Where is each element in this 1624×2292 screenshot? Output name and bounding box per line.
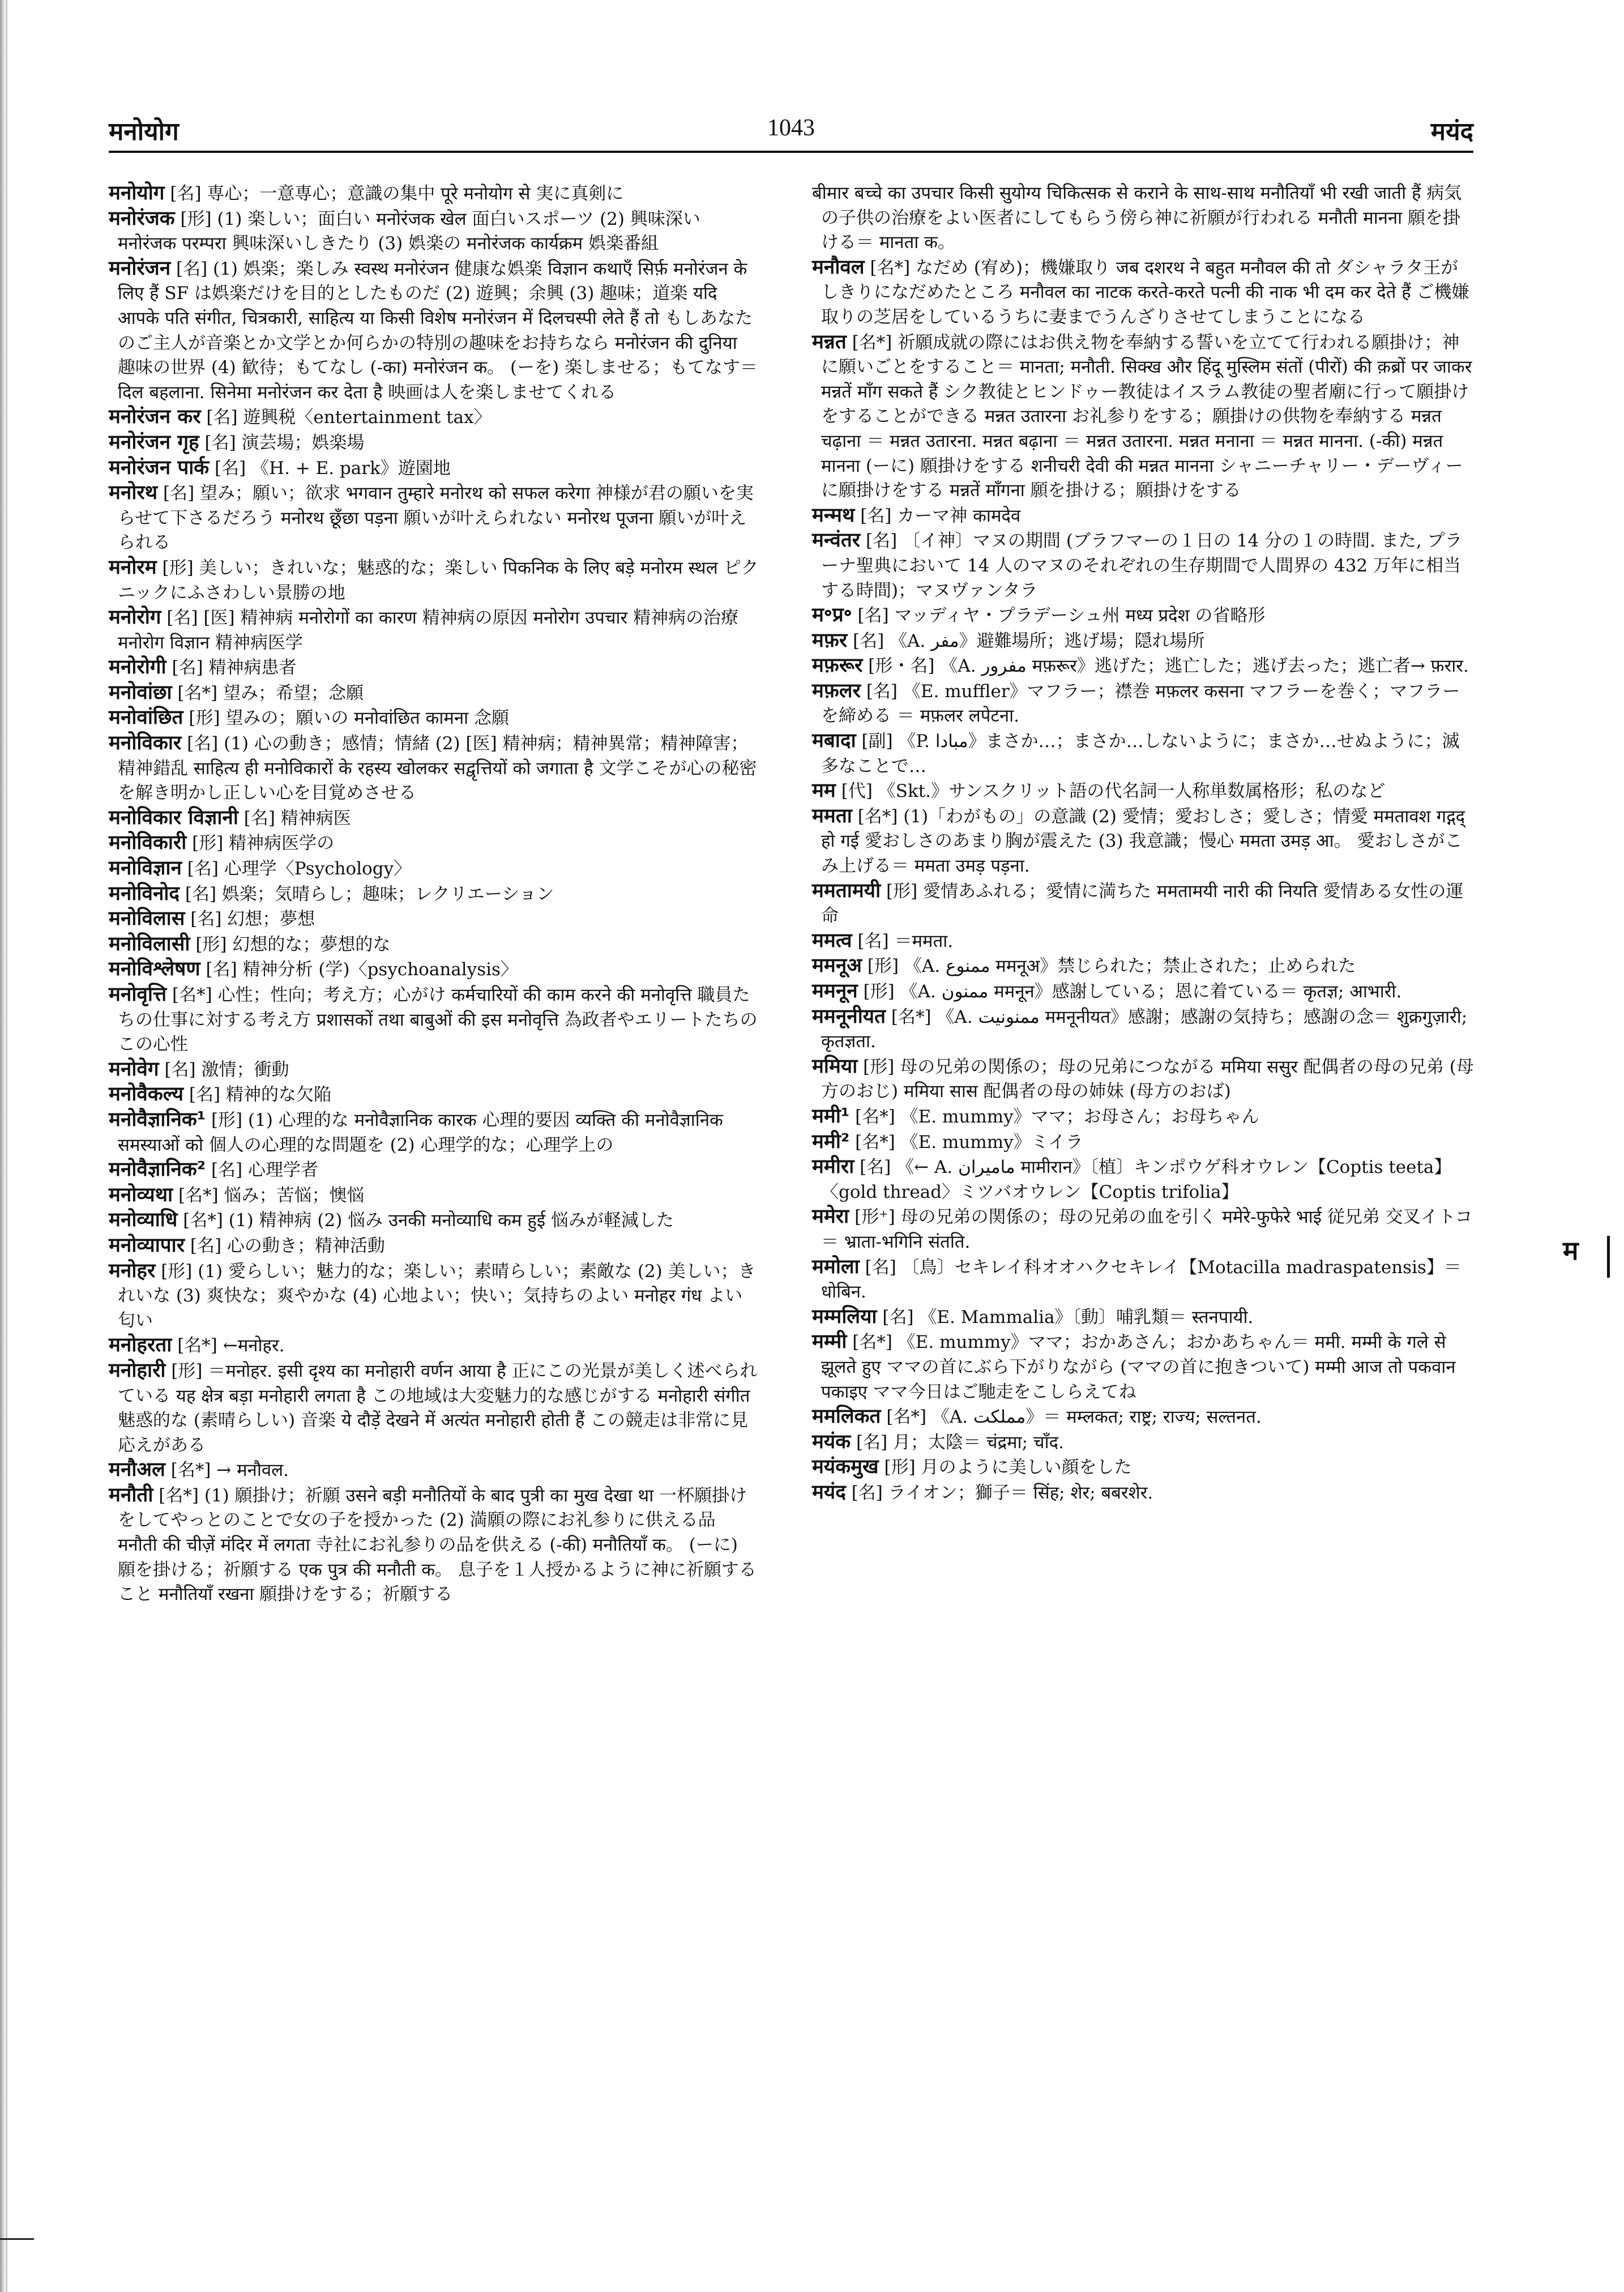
- entry-definition: [名] 娯楽；気晴らし；趣味；レクリエーション: [185, 883, 554, 904]
- entry-headword: ममलिकत: [812, 1405, 881, 1428]
- entry-headword: ममता: [812, 804, 852, 827]
- dictionary-entry: [812, 1305, 1476, 1330]
- entry-definition: [形] ＝मनोहर. इसी दृश्य का मनोहारी वर्णन आया है 正にこの光景が美しく述べられている यह क्षेत्र बड़ा मनोहारी लगता है この地域は大変魅力的な感じがする मनोहारी संगीत 魅惑的な (素晴らしい) 音楽 ये दौड़ें देखने में अत्यंत मनोहारी होती हैं この競走は非常に見応えがある: [118, 1360, 758, 1456]
- dictionary-entry: [812, 1205, 1476, 1254]
- entry-headword: मनोवैकल्य: [109, 1083, 184, 1106]
- dictionary-entry: [109, 405, 760, 430]
- entry-headword: ममीरा: [812, 1155, 854, 1179]
- page-edge-line: [0, 0, 7, 2292]
- entry-definition: [名] 心の動き；精神活動: [190, 1235, 385, 1256]
- entry-definition: [形] 《A. ممنوع ममनूअ》禁じられた；禁止された；止められた: [867, 956, 1356, 977]
- dictionary-entry: [109, 983, 760, 1057]
- entry-definition: [名] 心理学者: [211, 1160, 318, 1181]
- entry-headword: ममतामयी: [812, 879, 881, 902]
- dictionary-entry: [812, 1155, 1476, 1205]
- entry-headword: मयंकमुख: [812, 1456, 879, 1479]
- entry-definition: [形] 美しい；きれいな；魅惑的な；楽しい पिकनिक के लिए बड़े मनोरम स्थल ピクニックにふさわしい景勝の地: [118, 557, 759, 603]
- entry-headword: ममनूनीयत: [812, 1005, 886, 1028]
- entry-headword: मनोवृत्ति: [109, 983, 167, 1006]
- thumb-index-bar: [1607, 1236, 1610, 1278]
- entry-definition: [名] (1) 娯楽；楽しみ स्वस्थ मनोरंजन 健康な娯楽 विज्ञान कथाएँ सिर्फ़ मनोरंजन के लिए हैं SF は娯楽だけを目的としたものだ (2) 遊興；余興 (3) 趣味；道楽 यदि आपके पति संगीत, चित्रकारी, साहित्य या किसी विशेष मनोरंजन में दिलचस्पी लेते हैं तो もしあなたのご主人が音楽とか文学とか何らかの特別の趣味をお持ちなら मनोरंजन की दुनिया 趣味の世界 (4) 歓待；もてなし (-का) मनोरंजन क。 (ーを) 楽しませる；もてなす＝ दिल बहलाना. सिनेमा मनोरंजन कर देता है 映画は人を楽しませてくれる: [118, 258, 758, 403]
- entry-definition: [名*] 心性；性向；考え方；心がけ कर्मचारियों की काम करने की मनोवृत्ति 職員たちの仕事に対する考え方 प्रशासकों तथा बाबुओं की इस मनोवृत्ति 為政者やエリートたちのこの心性: [118, 985, 758, 1055]
- entry-headword: मनोरम: [109, 556, 157, 579]
- dictionary-entry: [812, 1255, 1476, 1305]
- dictionary-entry: [812, 1430, 1476, 1456]
- entry-definition: [名*] → मनौवल.: [170, 1460, 289, 1481]
- entry-headword: मनोविकारी: [109, 831, 187, 855]
- entry-definition: [名*] 《A. مملكت》＝ मम्लकत; राष्ट्र; राज्य; सल्तनत.: [886, 1407, 1262, 1428]
- entry-definition: [名*] なだめ (宥め)；機嫌取り जब दशरथ ने बहुत मनौवल की तो ダシャラタ王がしきりになだめたところ मनौवल का नाटक करते-करते पत्नी की नाक भी दम कर देते हैं ご機嫌取りの芝居をしているうちに妻までうんざりさせてしまうことになる: [821, 257, 1469, 327]
- dictionary-entry: [812, 804, 1476, 879]
- entry-headword: मफ़रूर: [812, 654, 863, 677]
- dictionary-entry: [812, 779, 1476, 804]
- entry-definition: [形⁺] 母の兄弟の関係の；母の兄弟の血を引く ममेरे-फुफेरे भाई 従兄弟 交叉イトコ＝ भ्राता-भगिनि संतति.: [821, 1207, 1473, 1252]
- dictionary-entry: [109, 456, 760, 481]
- entry-definition: [名*] (1)「わがもの」の意識 (2) 愛情；愛おしさ；愛しさ；情愛 ममतावश गद्गद् हो गई 愛おしさのあまり胸が震えた (3) 我意識；慢心 ममता उमड़ आ。 愛おしさがこみ上げる＝ ममता उमड़ पड़ना.: [821, 806, 1465, 877]
- entry-definition: [名] 月；太陰＝ चंद्रमा; चाँद.: [856, 1432, 1064, 1453]
- entry-headword: मनोविलासी: [109, 932, 190, 955]
- entry-headword: मनोव्याधि: [109, 1209, 178, 1232]
- dictionary-entry: [109, 1333, 760, 1359]
- entry-headword: मनोविकार: [109, 732, 182, 755]
- entry-headword: मनोवांछा: [109, 681, 172, 704]
- entry-headword: मनौवल: [812, 255, 865, 279]
- entry-headword: मम: [812, 779, 836, 803]
- entry-definition: [形] 望みの；願いの मनोवांछित कामना 念願: [189, 708, 510, 729]
- guide-word-left: मनोयोग: [109, 117, 179, 146]
- entry-definition: [名] 《H. + E. park》遊園地: [215, 458, 451, 479]
- entry-headword: मनोरंजन गृह: [109, 430, 199, 454]
- dictionary-entry: [109, 957, 760, 983]
- dictionary-entry: [109, 605, 760, 655]
- dictionary-entry: [109, 655, 760, 681]
- page-bottom-mark: [0, 2238, 34, 2240]
- dictionary-entry: [109, 806, 760, 831]
- entry-headword: मन्मथ: [812, 503, 855, 527]
- entry-headword: मम्मी: [812, 1330, 847, 1354]
- entry-headword: मनोहर: [109, 1259, 156, 1282]
- dictionary-entry: [812, 879, 1476, 929]
- entry-definition: [形] 愛情あふれる；愛情に満ちた ममतामयी नारी की नियति 愛情ある女性の運命: [821, 881, 1464, 927]
- header-rule: [109, 151, 1473, 153]
- entry-definition: [形] 月のように美しい顔をした: [884, 1457, 1132, 1478]
- dictionary-entry: [812, 1104, 1476, 1130]
- entry-definition: [名] カーマ神 कामदेव: [860, 505, 1021, 526]
- entry-definition: [形] (1) 心理的な मनोवैज्ञानिक कारक 心理的要因 व्यक्ति की मनोवैज्ञानिक समस्याओं को 個人の心理的な問題を (2) 心理学的な；心理学上の: [118, 1109, 723, 1155]
- entry-definition: [名] 専心；一意専心；意識の集中 पूरे मनोयोग से 実に真剣に: [170, 183, 624, 204]
- dictionary-entry: [109, 681, 760, 706]
- dictionary-entry: [812, 1055, 1476, 1104]
- dictionary-entry: [812, 330, 1476, 503]
- entry-definition: [形] (1) 愛らしい；魅力的な；楽しい；素晴らしい；素敵な (2) 美しい；きれいな (3) 爽快な；爽やかな (4) 心地よい；快い；気持ちのよい मनोहर गंध よい匂い: [118, 1261, 756, 1331]
- entry-definition: [代] 《Skt.》サンスクリット語の代名詞一人称単数属格形；私のなど: [841, 781, 1386, 802]
- entry-definition: [名*] 《E. mummy》ミイラ: [855, 1132, 1083, 1153]
- dictionary-entry: [109, 856, 760, 882]
- entry-headword: ममी¹: [812, 1104, 850, 1128]
- entry-definition: [名*] 望み；希望；念願: [177, 682, 364, 703]
- entry-headword: ममनून: [812, 980, 858, 1002]
- entry-definition: [名] (1) 心の動き；感情；情緒 (2) [医] 精神病；精神異常；精神障害；精神錯乱 साहित्य ही मनोविकारों के रहस्य खोलकर सद्वृत्तियों को जगाता है 文学こそが心の秘密を解き明かし正しい心を目覚めさせる: [118, 733, 757, 804]
- dictionary-entry: [812, 654, 1476, 679]
- entry-headword: मयंक: [812, 1430, 851, 1453]
- entry-headword: मनौअल: [109, 1458, 165, 1482]
- entry-definition: [形] 《A. ممنون ममनून》感謝している；恩に着ている＝ कृतज्ञ; आभारी.: [863, 981, 1402, 1002]
- entry-headword: मनोरंजन पार्क: [109, 456, 210, 479]
- thumb-index-tab: [1563, 1232, 1624, 1289]
- entry-definition: बीमार बच्चे का उपचार किसी सुयोग्य चिकित्सक से कराने के साथ-साथ मनौतियाँ भी रखी जाती हैं 病気の子供の治療をよい医者にしてもらう傍ら神に祈願が行われる मनौती मानना 願を掛ける＝ मानता क。: [812, 183, 1462, 253]
- dictionary-entry: [812, 503, 1476, 529]
- entry-definition: [名] 《E. Mammalia》〔動〕哺乳類＝ स्तनपायी.: [882, 1307, 1254, 1328]
- entry-headword: मनोयोग: [109, 182, 165, 204]
- entry-headword: मनोवैज्ञानिक²: [109, 1158, 206, 1181]
- entry-definition: [名*] (1) 精神病 (2) 悩み उनकी मनोव्याधि कम हुई 悩みが軽減した: [183, 1210, 674, 1231]
- dictionary-entry: [812, 181, 1476, 255]
- thumb-index-letter: म: [1563, 1235, 1579, 1266]
- entry-headword: मनौती: [109, 1483, 153, 1506]
- entry-headword: मन्नत: [812, 330, 847, 353]
- dictionary-entry: [812, 729, 1476, 779]
- entry-definition: [副] 《P. مبادا》まさか…；まさか…しないように；まさか…せぬように；滅多なことで…: [821, 731, 1460, 776]
- dictionary-entry: [109, 1359, 760, 1458]
- dictionary-entry: [109, 1234, 760, 1259]
- entry-definition: [名*] 《E. mummy》ママ；おかあさん；おかあちゃん＝ ममी. मम्मी के गले से झूलते हुए ママの首にぶら下がりながら (ママの首に抱きついて) मम्मी आज तो पकवान पकाइए ママ今日はご馳走をこしらえてね: [821, 1332, 1456, 1402]
- entry-headword: मफ़र: [812, 629, 848, 652]
- dictionary-entry: [109, 1458, 760, 1483]
- dictionary-entry: [812, 629, 1476, 654]
- entry-definition: [名] 精神病患者: [172, 658, 297, 678]
- guide-word-right: मयंद: [1430, 117, 1473, 146]
- dictionary-entry: [812, 1455, 1476, 1480]
- dictionary-entry: [109, 1483, 760, 1607]
- entry-headword: मम्मलिया: [812, 1305, 877, 1328]
- dictionary-entry: [812, 929, 1476, 954]
- entry-definition: [名] 《A. مفر》避難場所；逃げ場；隠れ場所: [853, 630, 1205, 651]
- entry-headword: मबादा: [812, 729, 856, 753]
- entry-definition: [名] 遊興税〈entertainment tax〉: [206, 407, 492, 428]
- entry-definition: [名] ライオン；獅子＝ सिंह; शेर; बबरशेर.: [851, 1482, 1153, 1503]
- entry-headword: मनोहरता: [109, 1334, 172, 1357]
- entry-definition: [形・名] 《A. مفرور मफ़रूर》逃げた；逃亡した；逃げ去った；逃亡者→ फ़रार.: [868, 656, 1469, 677]
- entry-headword: मनोहारी: [109, 1359, 166, 1382]
- entry-headword: मफ़लर: [812, 679, 861, 702]
- dictionary-entry: [109, 181, 760, 207]
- entry-headword: ममत्व: [812, 929, 852, 952]
- entry-definition: [形] 幻想的な；夢想的な: [195, 934, 391, 955]
- dictionary-entry: [109, 1259, 760, 1334]
- entry-headword: मनोवैज्ञानिक¹: [109, 1108, 206, 1131]
- entry-headword: मनोविज्ञान: [109, 857, 182, 880]
- entry-definition: [名] 心理学〈Psychology〉: [187, 859, 412, 880]
- entry-definition: [名] 《← A. ماميران मामीरान》〔植〕キンポウゲ科オウレン【Coptis teeta】〈gold thread〉ミツバオウレン【Coptis trifolia】: [821, 1157, 1452, 1202]
- dictionary-entry: [812, 1005, 1476, 1055]
- entry-headword: ममेरा: [812, 1205, 849, 1228]
- dictionary-entry: [812, 1480, 1476, 1506]
- dictionary-entry: [109, 1208, 760, 1234]
- entry-definition: [名*] 祈願成就の際にはお供え物を奉納する誓いを立てて行われる願掛け；神に願いごとをすること＝ मानता; मनौती. सिक्ख और हिंदू मुस्लिम संतों (पीरों) की क़ब्रों पर जाकर मन्नतें माँग सकते हैं シク教徒とヒンドゥー教徒はイスラム教徒の聖者廟に行って願掛けをすることができる मन्नत उतारना お礼参りをする；願掛けの供物を奉納する मन्नत चढ़ाना ＝ मन्नत उतारना. मन्नत बढ़ाना ＝ मन्नत उतारना. मन्नत मनाना ＝ मन्नत मानना. (-की) मन्नत मानना (ーに) 願掛けをする शनीचरी देवी की मन्नत मानना シャニーチャリー・デーヴィーに願掛けをする मन्नतें माँगना 願を掛ける；願掛けをする: [821, 332, 1472, 501]
- dictionary-entry: [812, 528, 1476, 603]
- left-column: [109, 181, 760, 1607]
- entry-headword: ममिया: [812, 1055, 858, 1078]
- dictionary-entry: [109, 1158, 760, 1183]
- entry-headword: मयंद: [812, 1480, 846, 1504]
- dictionary-entry: [109, 731, 760, 806]
- entry-definition: [名] マッディヤ・プラデーシュ州 मध्य प्रदेश の省略形: [857, 605, 1266, 626]
- entry-headword: मनोव्यथा: [109, 1183, 173, 1206]
- entry-definition: [名*] 《E. mummy》ママ；お母さん；お母ちゃん: [855, 1106, 1259, 1127]
- dictionary-entry: [109, 207, 760, 257]
- dictionary-entry: [109, 932, 760, 958]
- entry-definition: [名*] 《A. ممنونیت ममनूनीयत》感謝；感謝の気持ち；感謝の念＝ शुक्रगुज़ारी; कृतज्ञता.: [821, 1006, 1468, 1052]
- entry-definition: [名] 《E. muffler》マフラー；襟巻 मफ़लर कसना マフラーを巻く；マフラーを締める ＝ मफ़लर लपेटना.: [821, 681, 1460, 727]
- entry-definition: [名] 〔イ神〕マヌの期間 (ブラフマーの１日の 14 分の１の時間. また, プラーナ聖典において 14 人のマヌのそれぞれの生存期間で人間界の 432 万年に相当する時間)；マヌヴァンタラ: [821, 531, 1463, 601]
- right-column: [812, 181, 1476, 1505]
- entry-definition: [名] 激情；衝動: [164, 1059, 289, 1080]
- entry-definition: [名] 望み；願い；欲求 भगवान तुम्हारे मनोरथ को सफल करेगा 神様が君の願いを実らせて下さるだろう मनोरथ छूँछा पड़ना 願いが叶えられない मनोरथ पूजना 願いが叶えられる: [118, 483, 754, 553]
- entry-headword: मनोरंजक: [109, 207, 175, 230]
- dictionary-entry: [812, 979, 1476, 1005]
- entry-headword: ममोला: [812, 1255, 860, 1278]
- dictionary-entry: [812, 1130, 1476, 1155]
- dictionary-entry: [109, 706, 760, 731]
- dictionary-entry: [109, 481, 760, 556]
- entry-definition: [形] 精神病医学の: [192, 833, 335, 854]
- entry-definition: [名] [医] 精神病 मनोरोगों का कारण 精神病の原因 मनोरोग उपचार 精神病の治療 मनोरोग विज्ञान 精神病医学: [118, 608, 739, 653]
- entry-definition: [名*] (1) 願掛け；祈願 उसने बड़ी मनौतियों के बाद पुत्री का मुख देखा था 一杯願掛けをしてやっとのことで女の子を授かった (2) 満願の際にお礼参りに供える品 मनौती की चीज़ें मंदिर में लगता 寺社にお礼参りの品を供える (-की) मनौतियाँ क。 (ーに) 願を掛ける；祈願する एक पुत्र की मनौती क。 息子を１人授かるように神に祈願すること मनौतियाँ रखना 願掛けをする；祈願する: [118, 1485, 757, 1605]
- entry-definition: [形] (1) 楽しい；面白い मनोरंजक खेल 面白いスポーツ (2) 興味深い मनोरंजक परम्परा 興味深いしきたり (3) 娯楽の मनोरंजक कार्यक्रम 娯楽番組: [118, 208, 700, 254]
- entry-headword: मनोव्यापार: [109, 1234, 185, 1257]
- entry-definition: [名] ＝ममता.: [857, 931, 954, 951]
- dictionary-entry: [109, 556, 760, 605]
- entry-definition: [名] 精神分析 (学)〈psychoanalysis〉: [206, 959, 518, 980]
- entry-headword: मनोरोगी: [109, 656, 166, 679]
- entry-headword: म॰प्र॰: [812, 604, 852, 627]
- entry-headword: मनोरंजन कर: [109, 406, 201, 429]
- entry-headword: मनोवांछित: [109, 706, 183, 729]
- dictionary-entry: [812, 603, 1476, 629]
- entry-definition: [名*] 悩み；苦悩；懊悩: [178, 1185, 365, 1206]
- entry-headword: मनोविश्लेषण: [109, 958, 200, 981]
- dictionary-entry: [109, 1183, 760, 1209]
- dictionary-entry: [812, 679, 1476, 729]
- entry-definition: [形] 母の兄弟の関係の；母の兄弟につながる ममिया ससुर 配偶者の母の兄弟 (母方のおじ) ममिया सास 配偶者の母の姉妹 (母方のおば): [821, 1056, 1474, 1102]
- entry-headword: ममनूअ: [812, 954, 862, 978]
- entry-headword: मनोविकार विज्ञानी: [109, 806, 238, 829]
- entry-headword: मनोविनोद: [109, 882, 180, 905]
- entry-definition: [名] 精神病医: [243, 808, 351, 829]
- entry-definition: [名] 精神的な欠陥: [189, 1085, 331, 1106]
- entry-definition: [名*] ←मनोहर.: [177, 1335, 285, 1356]
- entry-headword: मन्वंतर: [812, 529, 861, 552]
- running-header: [109, 108, 1473, 148]
- dictionary-entry: [109, 1108, 760, 1158]
- entry-headword: मनोरंजन: [109, 257, 171, 280]
- dictionary-entry: [812, 1330, 1476, 1405]
- dictionary-entry: [812, 1405, 1476, 1430]
- entry-headword: मनोरथ: [109, 481, 158, 505]
- dictionary-entry: [109, 882, 760, 907]
- dictionary-entry: [812, 255, 1476, 330]
- dictionary-entry: [109, 1057, 760, 1083]
- dictionary-entry: [109, 1082, 760, 1108]
- entry-headword: मनोवेग: [109, 1057, 159, 1081]
- dictionary-entry: [109, 430, 760, 456]
- entry-definition: [名] 幻想；夢想: [190, 909, 315, 930]
- entry-headword: ममी²: [812, 1130, 850, 1153]
- entry-definition: [名] 〔鳥〕セキレイ科オオハクセキレイ【Motacilla madraspatensis】＝ धोबिन.: [821, 1257, 1461, 1303]
- dictionary-entry: [109, 907, 760, 932]
- dictionary-entry: [812, 954, 1476, 979]
- dictionary-entry: [109, 257, 760, 406]
- entry-definition: [名] 演芸場；娯楽場: [204, 432, 365, 453]
- dictionary-entry: [109, 831, 760, 856]
- entry-headword: मनोरोग: [109, 606, 161, 629]
- page-number: 1043: [767, 115, 815, 141]
- entry-headword: मनोविलास: [109, 907, 185, 931]
